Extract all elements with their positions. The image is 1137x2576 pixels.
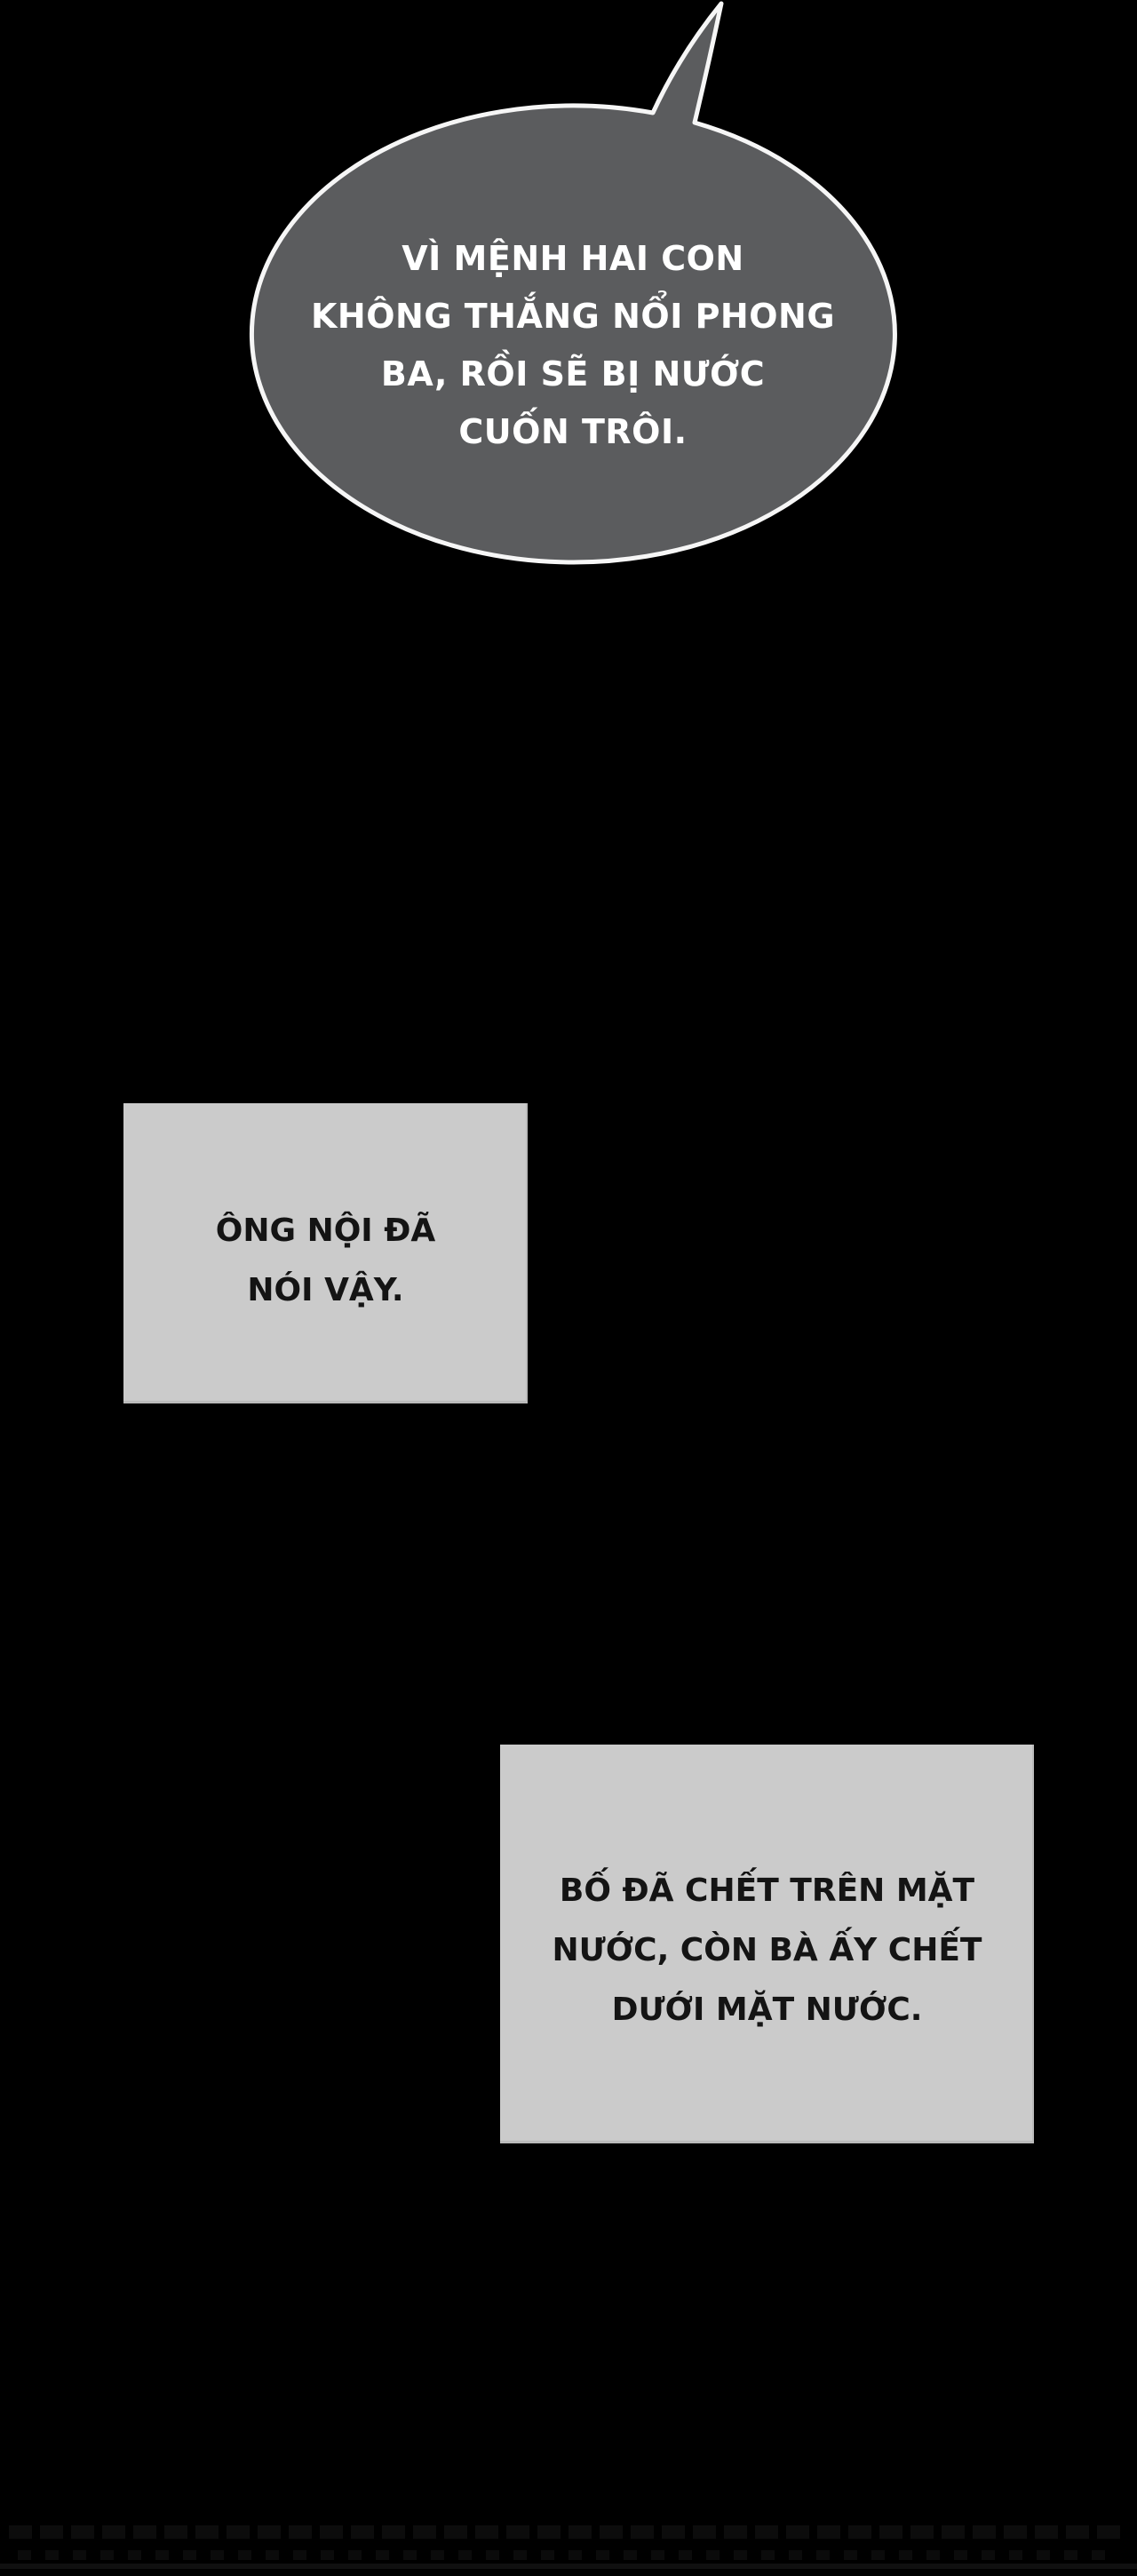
caption-line: DƯỚI MẶT NƯỚC. — [611, 1992, 923, 2028]
caption-line: NÓI VẬY. — [247, 1271, 404, 1308]
bubble-text-line: CUỐN TRÔI. — [458, 412, 688, 451]
faint-watermark-baseline — [0, 2564, 1137, 2569]
bubble-text-line: VÌ MỆNH HAI CON — [402, 239, 744, 278]
faint-watermark-strip — [9, 2525, 1128, 2539]
caption-box-2 — [500, 1745, 1034, 2143]
caption-line: BỐ ĐÃ CHẾT TRÊN MẶT — [559, 1872, 975, 1909]
caption-line: ÔNG NỘI ĐÃ — [215, 1212, 436, 1249]
caption-box-1 — [123, 1103, 528, 1403]
bubble-text-line: KHÔNG THẮNG NỔI PHONG — [310, 297, 836, 336]
faint-watermark-strip — [18, 2550, 1119, 2560]
bubble-text-line: BA, RỒI SẼ BỊ NƯỚC — [380, 354, 766, 394]
speech-bubble-text — [251, 106, 894, 562]
caption-line: NƯỚC, CÒN BÀ ẤY CHẾT — [552, 1932, 982, 1968]
